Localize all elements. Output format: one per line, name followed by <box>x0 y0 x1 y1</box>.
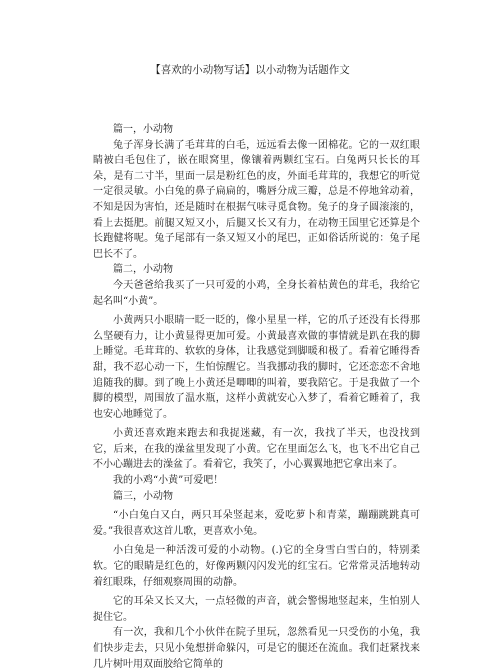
document-title: 【喜欢的小动物写话】以小动物为话题作文 <box>150 64 350 76</box>
paragraph: 篇二，小动物 <box>113 264 173 276</box>
paragraph: 小黄还喜欢跑来跑去和我捉迷藏，有一次，我找了半天，也没找到它，后来，在我的澡盆里发现了小黄。它在里面怎么飞，也飞不出它自己不小心蹦进去的澡盆了。看着它，我笑了，小心翼翼地把它拿出来了。 <box>93 428 420 471</box>
paragraph: 篇三，小动物 <box>113 490 173 502</box>
paragraph: “小白兔白又白，两只耳朵竖起来，爱吃萝卜和青菜，蹦蹦跳跳真可爱。”我很喜欢这首儿歌，更喜欢小兔。 <box>93 510 420 537</box>
paragraph: 我的小鸡“小黄”可爱吧！ <box>113 475 224 487</box>
paragraph: 今天爸爸给我买了一只可爱的小鸡，全身长着枯黄色的茸毛，我给它起名叫“小黄”。 <box>93 279 420 307</box>
document-body <box>93 122 420 672</box>
paragraph: 篇一，小动物 <box>113 124 173 135</box>
paragraph: 兔子浑身长满了毛茸茸的白毛，远远看去像一团棉花。它的一双红眼睛被白毛包住了，嵌在眼窝里，像镶着两颗红宝石。白兔两只长长的耳朵，是有二寸半，里面一层是粉红色的皮，外面毛茸茸的，我想它的听觉一定很灵敏。小白兔的鼻子扁扁的，嘴唇分成三瓣，总是不停地耸动着，不知是因为害怕，还是随时在根据气味寻觅食物。兔子的身子圆滚滚的，看上去挺肥。前腿又短又小，后腿又长又有力，在动物王国里它还算是个长跑健将呢。兔子尾部有一条又短又小的尾巴，正如俗话所说的：兔子尾巴长不了。 <box>93 139 420 260</box>
paragraph: 有一次，我和几个小伙伴在院子里玩，忽然看见一只受伤的小兔，我们快步走去，只见小兔想拼命躲闪，可是它的腿还在流血。我们赶紧找来几片树叶用双面胶给它简单的 <box>93 627 420 670</box>
paragraph: 小黄两只小眼睛一眨一眨的，像小星星一样，它的爪子还没有长得那么坚硬有力，让小黄显得更加可爱。小黄最喜欢做的事情就是趴在我的脚上睡觉。毛茸茸的、软软的身体，让我感觉到脚暖和极了。看着它睡得香甜，我不忍心动一下，生怕惊醒它。当我挪动我的脚时，它还恋恋不舍地追随我的脚。到了晚上小黄还是唧唧的叫着，要我陪它。于是我做了一个脚的模型，周围放了温水瓶，这样小黄就安心入梦了，看着它睡着了，我也安心地睡觉了。 <box>93 315 420 420</box>
paragraph: 它的耳朵又长又大，一点轻微的声音，就会警惕地竖起来，生怕别人捉住它。 <box>93 596 420 623</box>
paragraph: 小白兔是一种活泼可爱的小动物。(.)它的全身雪白雪白的，特别柔软。它的眼睛是红色的，好像两颗闪闪发光的红宝石。它常常灵活地转动着红眼珠，仔细观察周围的动静。 <box>93 545 420 588</box>
